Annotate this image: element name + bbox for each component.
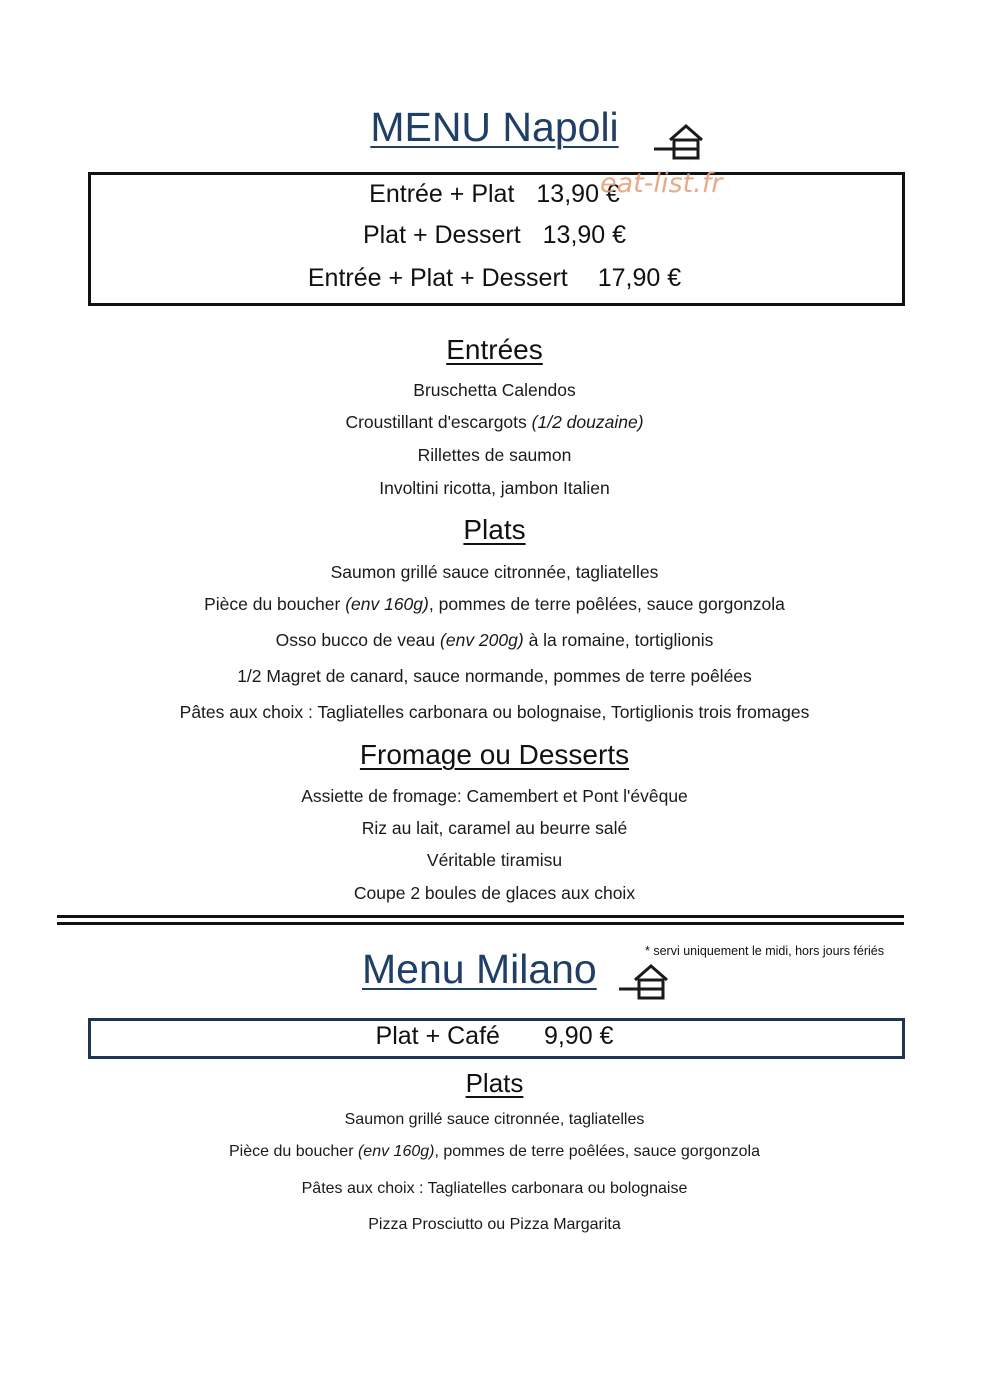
item-text-post: à la romaine, tortiglionis — [523, 630, 714, 650]
item-text: Véritable tiramisu — [426, 850, 563, 870]
milano-title-text: Menu Milano — [362, 946, 597, 992]
item-text: Saumon grillé sauce citronnée, tagliatelles — [330, 562, 659, 582]
entree-item — [0, 412, 989, 433]
item-note: (env 160g) — [357, 1143, 435, 1160]
item-text: Pièce du boucher — [228, 1143, 354, 1160]
item-text-post: , pommes de terre poêlées, sauce gorgonzola — [428, 594, 785, 614]
house-icon — [617, 960, 675, 1004]
item-text: Saumon grillé sauce citronnée, tagliatelles — [344, 1111, 645, 1128]
milano-plat-item — [0, 1143, 989, 1161]
plats-title-text: Plats — [463, 514, 526, 545]
plat-item — [0, 630, 989, 651]
item-text: Coupe 2 boules de glaces aux choix — [353, 883, 636, 903]
entree-item — [0, 445, 989, 466]
milano-formula — [0, 1022, 989, 1051]
item-note: (env 160g) — [345, 594, 429, 614]
desserts-title — [0, 739, 989, 771]
item-text: Involtini ricotta, jambon Italien — [379, 478, 610, 498]
item-text-post: , pommes de terre poêlées, sauce gorgonzola — [434, 1143, 760, 1160]
formula-label: Plat + Café — [375, 1022, 500, 1050]
napoli-formula-2 — [0, 221, 989, 250]
desserts-title-text: Fromage ou Desserts — [359, 739, 630, 770]
formula-label: Entrée + Plat + Dessert — [307, 264, 568, 292]
item-text: 1/2 Magret de canard, sauce normande, pommes de terre poêlées — [237, 666, 752, 686]
milano-plats-title — [0, 1068, 989, 1099]
item-text: Assiette de fromage: Camembert et Pont l'évêque — [301, 786, 688, 806]
plat-item — [0, 702, 989, 723]
item-note: (1/2 douzaine) — [531, 412, 644, 432]
dessert-item — [0, 818, 989, 839]
napoli-title — [0, 104, 989, 151]
milano-plats-title-text: Plats — [465, 1068, 524, 1098]
item-text: Croustillant d'escargots — [345, 412, 527, 432]
formula-price: 13,90 € — [542, 221, 627, 249]
milano-plat-item — [0, 1216, 989, 1234]
dessert-item — [0, 883, 989, 904]
item-text: Osso bucco de veau — [275, 630, 436, 650]
plat-item — [0, 594, 989, 615]
plat-item — [0, 666, 989, 687]
watermark: eat-list.fr — [600, 168, 723, 199]
item-note: (env 200g) — [440, 630, 524, 650]
plat-item — [0, 562, 989, 583]
item-text: Pièce du boucher — [204, 594, 341, 614]
item-text: Rillettes de saumon — [417, 445, 572, 465]
item-text: Bruschetta Calendos — [413, 380, 576, 400]
milano-plat-item — [0, 1111, 989, 1129]
entree-item — [0, 478, 989, 499]
napoli-formula-3 — [0, 264, 989, 293]
dessert-item — [0, 850, 989, 871]
milano-title — [362, 946, 597, 993]
dessert-item — [0, 786, 989, 807]
napoli-title-text: MENU Napoli — [370, 104, 619, 150]
formula-price: 13,90 € — [536, 180, 620, 208]
milano-plat-item — [0, 1180, 989, 1198]
formula-price: 9,90 € — [543, 1022, 614, 1050]
entree-item — [0, 380, 989, 401]
item-text: Pâtes aux choix : Tagliatelles carbonara ou bolognaise, Tortiglionis trois fromages — [179, 702, 810, 722]
formula-label: Entrée + Plat — [369, 180, 515, 208]
entrees-title-text: Entrées — [446, 334, 543, 365]
milano-footnote: * servi uniquement le midi, hors jours fériés — [645, 944, 884, 958]
formula-label: Plat + Dessert — [362, 221, 521, 249]
entrees-title — [0, 334, 989, 366]
formula-price: 17,90 € — [597, 264, 682, 292]
plats-title — [0, 514, 989, 546]
item-text: Riz au lait, caramel au beurre salé — [361, 818, 628, 838]
divider-top — [57, 915, 904, 918]
item-text: Pizza Prosciutto ou Pizza Margarita — [368, 1216, 621, 1233]
divider-bottom — [57, 922, 904, 925]
napoli-formula-1 — [0, 180, 989, 209]
item-text: Pâtes aux choix : Tagliatelles carbonara ou bolognaise — [301, 1180, 688, 1197]
house-icon — [652, 120, 710, 164]
